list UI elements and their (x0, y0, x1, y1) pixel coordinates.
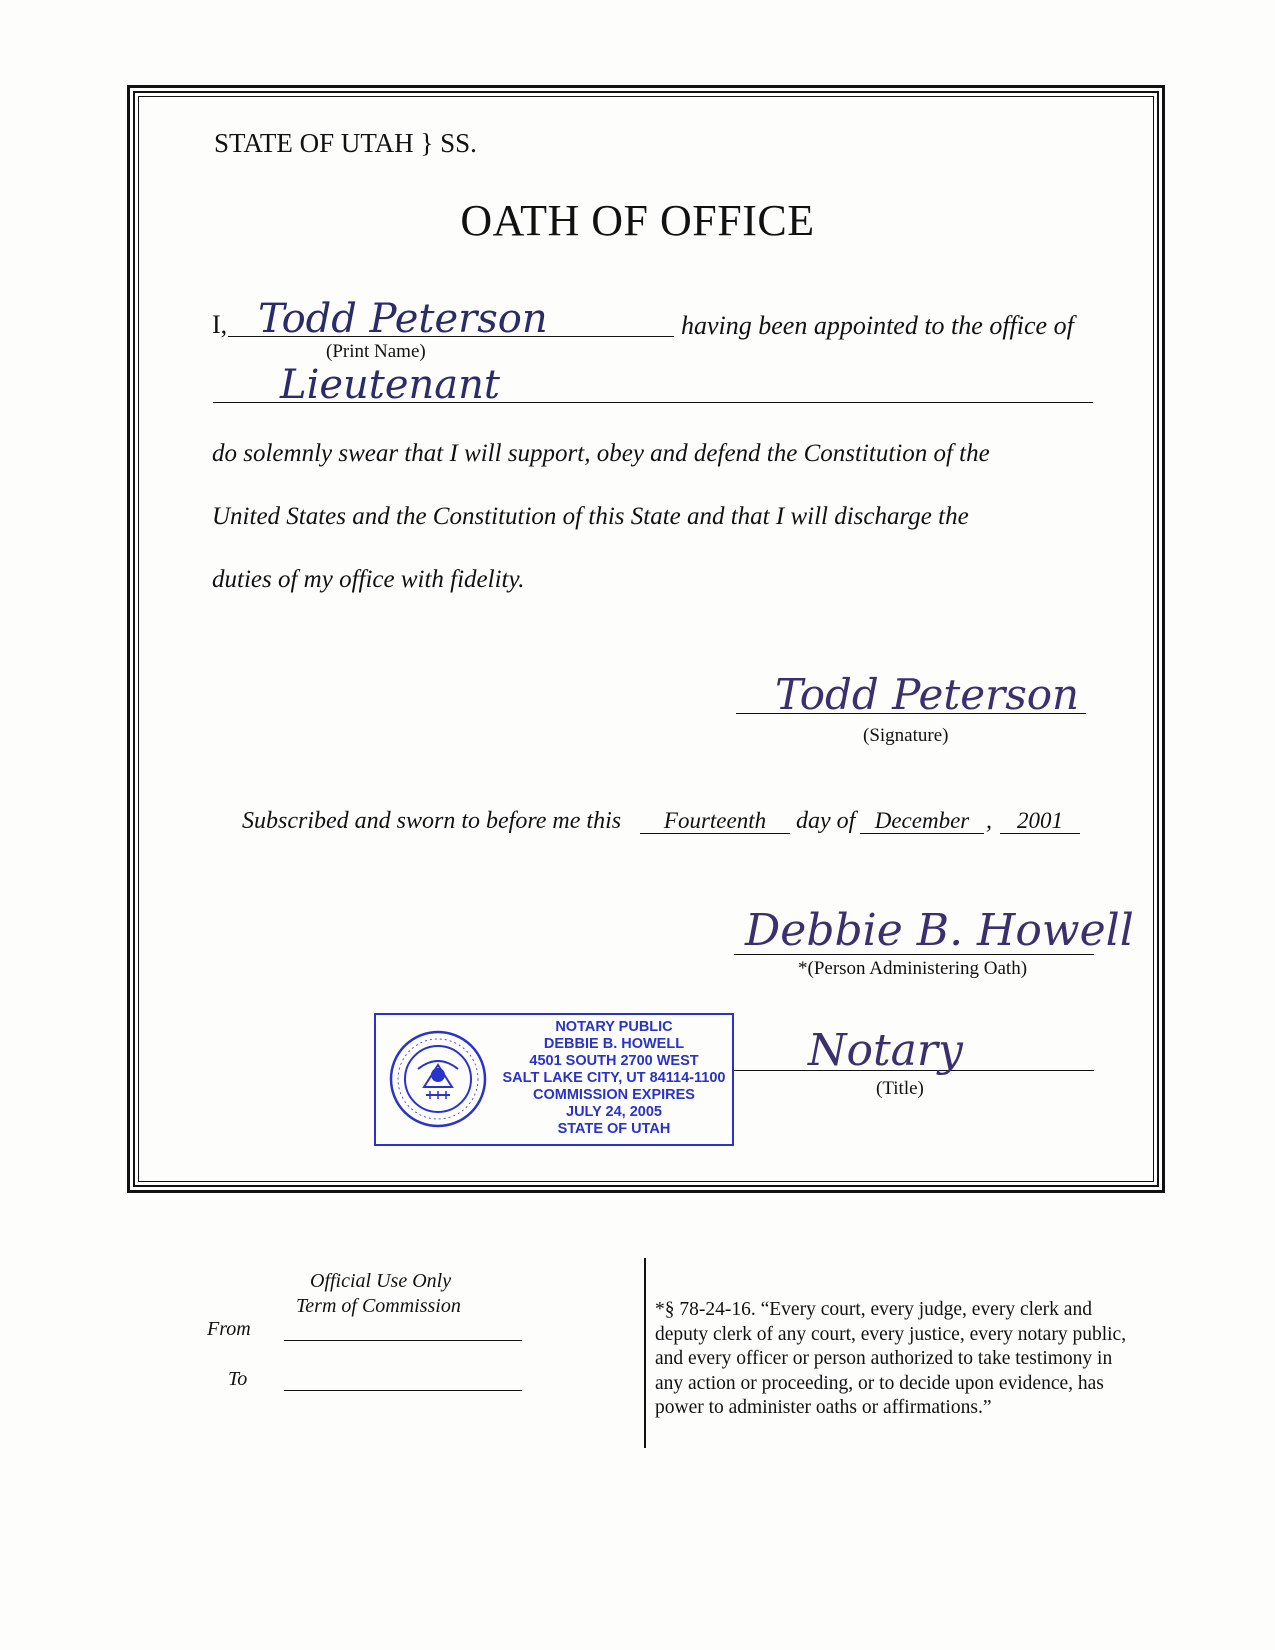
stamp-line: JULY 24, 2005 (566, 1104, 662, 1120)
stamp-text (494, 1019, 734, 1138)
stamp-line: COMMISSION EXPIRES (533, 1087, 695, 1103)
state-venue-line: STATE OF UTAH } SS. (214, 128, 477, 158)
sworn-year-field[interactable]: 2001 (1000, 808, 1080, 834)
office-value[interactable]: Lieutenant (280, 362, 500, 408)
sworn-prefix: Subscribed and sworn to before me this (242, 808, 622, 834)
statute-note: *§ 78-24-16. “Every court, every judge, every clerk and deputy clerk of any court, every justice, every notary public, and every officer or person authorized to take testimony in any action or proceeding, or to decide upon evidence, has power to administer oaths or affirmations.” (655, 1299, 1127, 1418)
stamp-line: 4501 SOUTH 2700 WEST (529, 1053, 699, 1069)
sworn-day-field[interactable]: Fourteenth (640, 808, 790, 834)
sworn-comma: , (986, 808, 992, 834)
from-label: From (207, 1318, 251, 1340)
administrator-caption: *(Person Administering Oath) (798, 958, 1028, 979)
notary-stamp (374, 1013, 734, 1146)
sworn-month-field[interactable]: December (860, 808, 984, 834)
to-field[interactable] (284, 1390, 522, 1391)
signature-value[interactable]: Todd Peterson (775, 670, 1080, 719)
sworn-day-of: day of (796, 808, 856, 834)
term-of-commission-heading: Term of Commission (296, 1295, 461, 1317)
vertical-divider (644, 1258, 646, 1448)
print-name-caption: (Print Name) (326, 341, 426, 362)
title-caption: (Title) (876, 1078, 924, 1099)
stamp-line: NOTARY PUBLIC (555, 1019, 673, 1035)
from-field[interactable] (284, 1340, 522, 1341)
stamp-line: SALT LAKE CITY, UT 84114-1100 (502, 1070, 726, 1086)
oath-body-line-3: duties of my office with fidelity. (212, 566, 525, 593)
administrator-signature-value[interactable]: Debbie B. Howell (745, 905, 1134, 956)
appointed-text: having been appointed to the office of (681, 311, 1074, 340)
document-title: OATH OF OFFICE (460, 196, 815, 245)
official-use-heading: Official Use Only (310, 1270, 452, 1292)
to-label: To (228, 1368, 248, 1390)
stamp-line: DEBBIE B. HOWELL (543, 1036, 685, 1052)
signature-caption: (Signature) (863, 725, 949, 746)
print-name-value[interactable]: Todd Peterson (258, 296, 548, 342)
state-seal-icon (388, 1029, 488, 1129)
oath-body-line-1: do solemnly swear that I will support, obey and defend the Constitution of the (212, 440, 990, 467)
oath-pronoun: I, (212, 310, 228, 339)
oath-body-line-2: United States and the Constitution of this State and that I will discharge the (212, 503, 969, 530)
stamp-line: STATE OF UTAH (557, 1121, 671, 1137)
title-value[interactable]: Notary (808, 1025, 963, 1076)
